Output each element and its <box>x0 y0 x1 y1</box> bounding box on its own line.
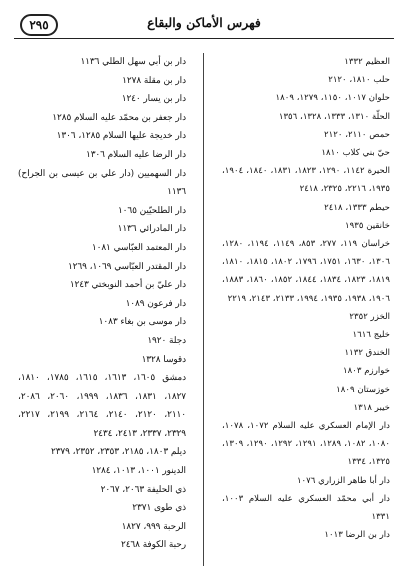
index-entry <box>222 89 390 107</box>
entry-page-numbers: ١٠٠١، ١٠١٣، ١٢٨٤ <box>91 466 160 477</box>
entry-place-name: حلوان <box>368 93 390 104</box>
index-entry <box>18 146 186 165</box>
entry-page-numbers: ١٠٧٢، ١٠٧٨، ١٠٨٠، ١٠٨٢، ١٢٨٩، ١٢٩١، ١٢٩٢، ١٢٩٠، ١٣٠٩، ١٣٢٥، ١٣٣٤ <box>222 421 390 468</box>
entry-page-numbers: ١٠٨١ <box>91 242 111 253</box>
entry-place-name: دار الطلحيّين <box>139 205 186 216</box>
entry-place-name: دار أبا طاهر الزراري <box>318 475 390 486</box>
entry-place-name: ذي الحليفة <box>146 484 186 495</box>
entry-place-name: حيطم <box>369 202 390 213</box>
entry-place-name: دار بن يسار <box>143 94 186 105</box>
index-entry <box>18 536 186 555</box>
entry-page-numbers: ٢٤٦٨ <box>120 540 140 551</box>
page-title: فهرس الأماكن والبقاع <box>147 15 261 30</box>
entry-page-numbers: ١٠٦٩، ١٢٦٩ <box>67 261 112 272</box>
entry-page-numbers: ١٨٠٣ <box>343 366 362 377</box>
index-entry <box>18 109 186 128</box>
index-columns <box>18 53 390 566</box>
entry-place-name: حيّ بني كلاب <box>342 148 390 159</box>
page-header <box>14 12 394 48</box>
entry-page-numbers: ١٦١٦ <box>352 330 371 341</box>
entry-place-name: دار المعتمد العبّاسي <box>113 242 186 253</box>
entry-place-name: العظيم <box>365 57 390 67</box>
index-entry <box>18 127 186 146</box>
entry-place-name: حلب <box>373 75 390 86</box>
index-column-left <box>18 53 186 555</box>
entry-page-numbers: ١١٤٢، ١٢٩٠، ١٨٢٣، ١٨٣١، ١٨٤٠، ١٩٠٤، ١٩٣٥، ٢٢١٦، ٢٣٢٥، ٢٤١٨ <box>222 166 390 195</box>
entry-page-numbers: ١١٣٦ <box>80 57 100 67</box>
index-entry <box>18 220 186 239</box>
entry-page-numbers: ٢١١٠، ٢١٢٠ <box>324 129 367 140</box>
entry-page-numbers: ١٣٠٦ <box>85 149 105 160</box>
entry-page-numbers: ١٠٨٩ <box>125 298 145 309</box>
entry-place-name: دار فرعون <box>147 298 186 309</box>
entry-place-name: دقوسا <box>163 354 186 365</box>
entry-place-name: دار بن مقلة <box>143 75 186 86</box>
index-entry <box>222 381 390 399</box>
index-entry <box>18 53 186 72</box>
entry-place-name: خوارزم <box>364 366 390 377</box>
entry-page-numbers: ١٢٧٨ <box>122 75 142 86</box>
entry-place-name: الرحبة <box>163 521 186 532</box>
entry-page-numbers: ١٢٤٣ <box>69 280 89 291</box>
index-entry <box>18 202 186 221</box>
entry-page-numbers: ١١٣٦ <box>117 224 137 235</box>
entry-page-numbers: ١٠١٣ <box>324 530 343 541</box>
index-entry <box>18 481 186 500</box>
index-column-right <box>222 53 390 544</box>
index-entry <box>222 417 390 472</box>
index-entry <box>222 162 390 198</box>
entry-place-name: ذي طوى <box>153 503 186 514</box>
entry-page-numbers: ١٠٠٣، ١٣٣١ <box>222 493 390 523</box>
entry-place-name: الحلّة <box>371 111 390 122</box>
entry-page-numbers: ١٣١٠، ١٣٣٣، ١٣٢٨، ١٣٥٦ <box>278 111 370 122</box>
entry-page-numbers: ١٨١٠ <box>321 148 340 159</box>
entry-place-name: دار الرضا عليه السلام <box>107 149 186 160</box>
index-entry <box>222 126 390 144</box>
index-entry <box>18 499 186 518</box>
index-entry <box>18 351 186 370</box>
entry-place-name: دمشق <box>162 373 187 384</box>
entry-page-numbers: ١٠٨٣ <box>98 317 118 328</box>
index-entry <box>18 369 186 443</box>
entry-page-numbers: ٩٩٩، ١٨٢٧ <box>121 521 161 532</box>
entry-place-name: خراسان <box>361 239 391 250</box>
entry-page-numbers: ١٢٨٥ <box>52 112 72 123</box>
index-entry <box>222 144 390 162</box>
entry-place-name: دجلة <box>169 335 186 346</box>
entry-page-numbers: ١٨١٠، ٢١٢٠ <box>328 75 371 86</box>
index-entry <box>18 462 186 481</box>
entry-page-numbers: ١٢٤٠ <box>121 94 141 105</box>
entry-page-numbers: ١٨٠٣، ٢١٨٥، ٢٣٥٣، ٢٣٥٢، ٢٣٧٩ <box>50 447 169 458</box>
entry-place-name: الخندق <box>365 348 390 359</box>
index-entry <box>18 295 186 314</box>
entry-page-numbers: ١١٣٦ <box>167 187 186 198</box>
entry-place-name: دار المقتدر العبّاسي <box>114 261 186 272</box>
entry-place-name: دار السهميين (دار علي بن عيسى بن الجراح) <box>18 168 186 179</box>
entry-place-name: الدينور <box>162 466 186 477</box>
entry-place-name: دار عليّ بن أحمد النوبختي <box>91 280 186 291</box>
entry-page-numbers: ١٠١٧، ١١٥٠، ١٢٧٩، ١٨٠٩ <box>275 93 366 104</box>
entry-page-numbers: ١٨٠٩ <box>336 384 355 395</box>
entry-place-name: خيبر <box>374 402 390 413</box>
entry-place-name: دار بن أبي سهل الطلي <box>102 57 186 67</box>
index-entry <box>222 71 390 89</box>
entry-place-name: دار الإمام العسكري عليه السلام <box>272 421 391 432</box>
index-entry <box>18 276 186 295</box>
index-entry <box>18 90 186 109</box>
entry-page-numbers: ١٣٢٨ <box>141 354 161 365</box>
entry-page-numbers: ٢٣٥٢ <box>349 311 368 322</box>
entry-page-numbers: ١٦٠٥، ١٦١٣، ١٦١٥، ١٧٨٥، ١٨١٠، ١٨٢٧، ١٨٣١، ١٨٣٦، ١٩٩٩، ٢٠٦٠، ٢٠٨٦، ٢١١٠، ٢١٢٠، ٢١٤٠، ٢١٦٤، ٢١٩٩، ٢٢١٧، ٢٣٢٩، ٢٣٣٧، ٢٤١٣، ٢٤٣٤ <box>18 373 186 439</box>
entry-page-numbers: ٢٠٦٣، ٢٠٦٧ <box>100 484 145 495</box>
entry-place-name: دار بن الرضا <box>345 530 390 541</box>
page-number-badge: ٢٩٥ <box>20 14 58 36</box>
entry-place-name: دار أبي محمّد العسكري عليه السلام <box>248 493 391 504</box>
index-entry <box>222 490 390 526</box>
entry-place-name: دار موسى بن بغاء <box>120 317 186 328</box>
index-entry <box>222 362 390 380</box>
index-entry <box>222 326 390 344</box>
entry-place-name: خليج <box>373 330 390 341</box>
index-entry <box>222 217 390 235</box>
entry-page-numbers: ١٩٢٠ <box>147 335 167 346</box>
index-entry <box>18 72 186 91</box>
index-entry <box>222 308 390 326</box>
index-entry <box>222 344 390 362</box>
entry-page-numbers: ١٠٦٥ <box>117 205 137 216</box>
index-entry <box>222 199 390 217</box>
index-entry <box>222 108 390 126</box>
index-entry <box>18 332 186 351</box>
index-entry <box>18 239 186 258</box>
entry-place-name: دار خديجة عليها السلام <box>102 131 186 142</box>
entry-page-numbers: ١٠٧٦ <box>296 475 316 486</box>
index-entry <box>222 235 390 308</box>
entry-place-name: خانقين <box>366 220 390 231</box>
entry-page-numbers: ١٣٣٢ <box>344 57 363 67</box>
index-entry <box>18 518 186 537</box>
header-rule <box>14 38 394 39</box>
entry-page-numbers: ٢٣٧١ <box>132 503 152 514</box>
index-entry <box>18 165 186 202</box>
entry-page-numbers: ١١٩، ٢٧٧، ٨٥٣، ١١٤٩، ١١٩٤، ١٢٨٠، ١٣٠٦، ١٦٣٠، ١٧٥١، ١٧٩٦، ١٨٠٢، ١٨١٥، ١٨١٠، ١٨١٩، ١٨٢٣، ١٨٣٤، ١٨٤٤، ١٨٥٢، ١٨٦٠، ١٨٨٣، ١٩٠٦، ١٩٣٨، ١٩٣٥، ١٩٩٤، ٢١٣٣، ٢١٤٣، ٢٢١٩ <box>222 239 390 304</box>
entry-page-numbers: ١١٣٢ <box>344 348 363 359</box>
entry-place-name: ديلم <box>170 447 186 458</box>
entry-page-numbers: ١٣٣٣، ٢٤١٨ <box>324 202 367 213</box>
entry-place-name: حمص <box>369 129 390 140</box>
entry-page-numbers: ١٣١٨ <box>353 402 373 413</box>
index-entry <box>222 399 390 417</box>
index-entry <box>222 472 390 490</box>
column-divider <box>203 53 204 566</box>
index-entry <box>222 526 390 544</box>
entry-place-name: الحيرة <box>367 166 390 177</box>
entry-place-name: دار المادرائي <box>139 224 186 235</box>
index-entry <box>222 53 390 71</box>
entry-place-name: دار جعفر بن محمّد عليه السلام <box>73 112 186 123</box>
entry-place-name: رحبة الكوفة <box>142 540 186 551</box>
index-entry <box>18 258 186 277</box>
index-entry <box>18 443 186 462</box>
index-entry <box>18 313 186 332</box>
entry-place-name: خوزستان <box>357 384 390 395</box>
entry-page-numbers: ١٩٣٥ <box>344 220 364 231</box>
entry-page-numbers: ١٢٨٥، ١٣٠٦ <box>56 131 101 142</box>
entry-place-name: الخزر <box>370 311 390 322</box>
